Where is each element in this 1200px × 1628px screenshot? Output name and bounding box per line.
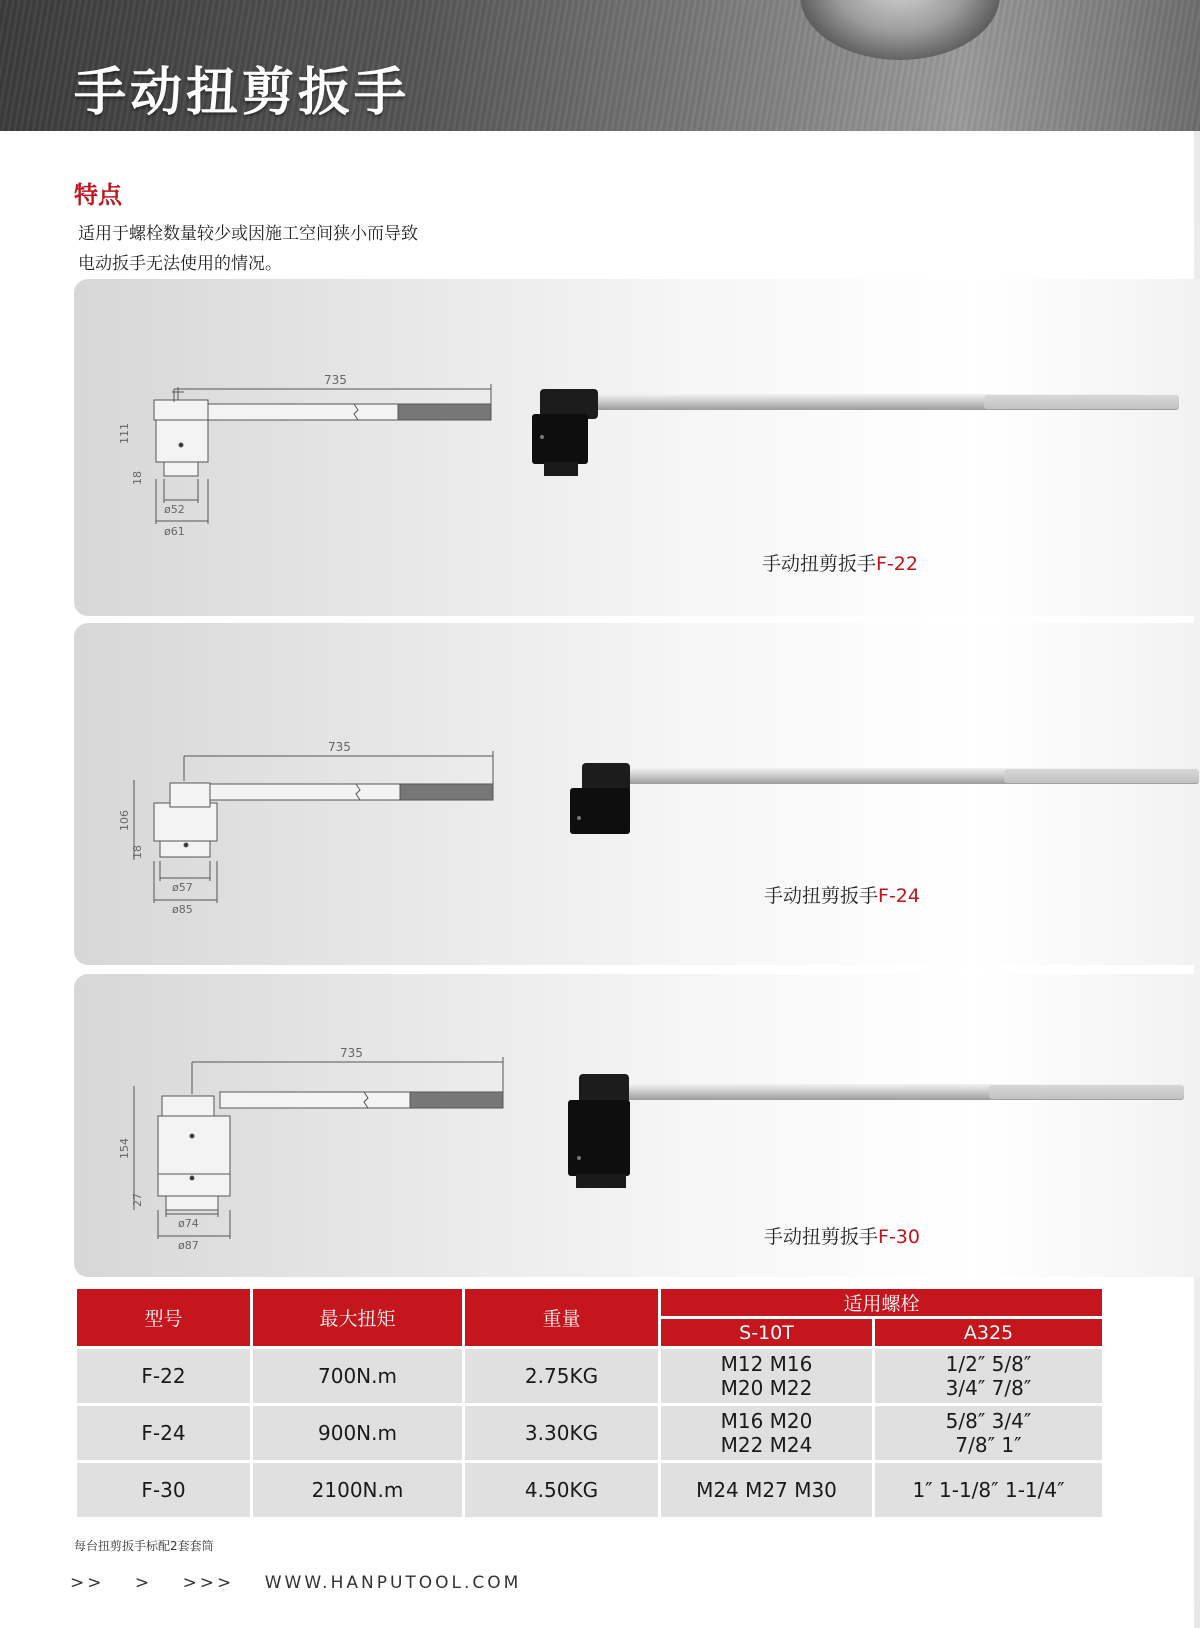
cell-torque: 700N.m bbox=[252, 1348, 464, 1405]
spec-table bbox=[74, 1286, 1105, 1520]
cell-line: 1/2″ 5/8″ bbox=[945, 1352, 1032, 1376]
cell-line: 1″ 1-1/8″ 1-1/4″ bbox=[912, 1478, 1065, 1502]
cell-model: F-30 bbox=[76, 1462, 252, 1519]
cell-s10t bbox=[660, 1348, 874, 1405]
header-model: 型号 bbox=[76, 1288, 252, 1348]
f22-dim-height: 111 bbox=[118, 423, 131, 444]
f30-dim-inner: ø74 bbox=[178, 1217, 199, 1230]
f24-dim-outer: ø85 bbox=[172, 903, 193, 916]
f22-product-photo bbox=[532, 389, 1179, 476]
product-panel-f30 bbox=[74, 974, 1200, 1277]
cell-a325 bbox=[874, 1462, 1104, 1519]
cell-line: M20 M22 bbox=[720, 1376, 813, 1400]
product-panel-f24 bbox=[74, 623, 1200, 965]
f30-technical-drawing bbox=[134, 1057, 503, 1239]
cell-line: 5/8″ 3/4″ bbox=[945, 1409, 1032, 1433]
cell-a325 bbox=[874, 1405, 1104, 1462]
f30-caption-model: F-30 bbox=[878, 1226, 920, 1248]
cell-line: M24 M27 M30 bbox=[696, 1478, 837, 1502]
f30-dim-base: 27 bbox=[131, 1193, 144, 1207]
features-title: 特点 bbox=[74, 181, 122, 209]
features-line-1: 适用于螺栓数量较少或因施工空间狭小而导致 bbox=[78, 224, 418, 244]
cell-model: F-24 bbox=[76, 1405, 252, 1462]
cell-line: 3/4″ 7/8″ bbox=[945, 1376, 1032, 1400]
cell-s10t bbox=[660, 1405, 874, 1462]
page-title: 手动扭剪扳手 bbox=[74, 63, 411, 123]
cell-line: 7/8″ 1″ bbox=[955, 1433, 1022, 1457]
cell-weight: 4.50KG bbox=[464, 1462, 660, 1519]
f24-illustration bbox=[74, 623, 1200, 965]
f30-dim-length: 735 bbox=[340, 1046, 363, 1060]
f22-caption-prefix: 手动扭剪扳手 bbox=[762, 553, 877, 575]
footnote: 每台扭剪扳手标配2套套筒 bbox=[74, 1539, 214, 1553]
banner-metal-texture bbox=[800, 0, 1000, 60]
f22-dim-base: 18 bbox=[131, 471, 144, 485]
header-a325: A325 bbox=[874, 1318, 1104, 1348]
header-banner bbox=[0, 0, 1200, 131]
footer-website-link[interactable]: WWW.HANPUTOOL.COM bbox=[264, 1573, 522, 1593]
f30-dim-height: 154 bbox=[118, 1138, 131, 1159]
table-row bbox=[76, 1348, 1104, 1405]
f24-product-photo bbox=[570, 763, 1199, 834]
f22-dim-outer: ø61 bbox=[164, 525, 185, 538]
f30-dim-outer: ø87 bbox=[178, 1239, 199, 1252]
f22-dim-inner: ø52 bbox=[164, 503, 185, 516]
f22-caption-model: F-22 bbox=[876, 553, 918, 575]
f22-caption bbox=[762, 549, 918, 576]
f22-dim-length: 735 bbox=[324, 373, 347, 387]
f24-dim-height: 106 bbox=[118, 810, 131, 831]
f30-product-photo bbox=[568, 1074, 1184, 1188]
features-line-2: 电动扳手无法使用的情况。 bbox=[78, 254, 282, 274]
f22-illustration bbox=[74, 279, 1200, 616]
f30-caption-prefix: 手动扭剪扳手 bbox=[764, 1226, 879, 1248]
f30-caption bbox=[764, 1222, 920, 1249]
f24-dim-length: 735 bbox=[328, 740, 351, 754]
footer-arrow-2: > bbox=[134, 1573, 153, 1593]
cell-line: M22 M24 bbox=[720, 1433, 813, 1457]
cell-a325 bbox=[874, 1348, 1104, 1405]
table-row bbox=[76, 1405, 1104, 1462]
cell-torque: 2100N.m bbox=[252, 1462, 464, 1519]
product-panel-f22 bbox=[74, 279, 1200, 616]
header-torque: 最大扭矩 bbox=[252, 1288, 464, 1348]
footer-arrow-3: >>> bbox=[182, 1573, 235, 1593]
cell-torque: 900N.m bbox=[252, 1405, 464, 1462]
f22-technical-drawing bbox=[154, 384, 491, 524]
cell-model: F-22 bbox=[76, 1348, 252, 1405]
f24-caption-model: F-24 bbox=[878, 885, 920, 907]
cell-line: M12 M16 bbox=[720, 1352, 813, 1376]
f24-dim-inner: ø57 bbox=[172, 881, 193, 894]
header-s10t: S-10T bbox=[660, 1318, 874, 1348]
f24-caption-prefix: 手动扭剪扳手 bbox=[764, 885, 879, 907]
header-weight: 重量 bbox=[464, 1288, 660, 1348]
f24-caption bbox=[764, 881, 920, 908]
footer bbox=[70, 1573, 543, 1593]
cell-weight: 2.75KG bbox=[464, 1348, 660, 1405]
f24-dim-base: 18 bbox=[131, 845, 144, 859]
cell-s10t bbox=[660, 1462, 874, 1519]
footer-arrow-1: >> bbox=[70, 1573, 105, 1593]
table-row bbox=[76, 1462, 1104, 1519]
cell-line: M16 M20 bbox=[720, 1409, 813, 1433]
cell-weight: 3.30KG bbox=[464, 1405, 660, 1462]
f30-illustration bbox=[74, 974, 1200, 1277]
header-bolts: 适用螺栓 bbox=[660, 1288, 1104, 1318]
